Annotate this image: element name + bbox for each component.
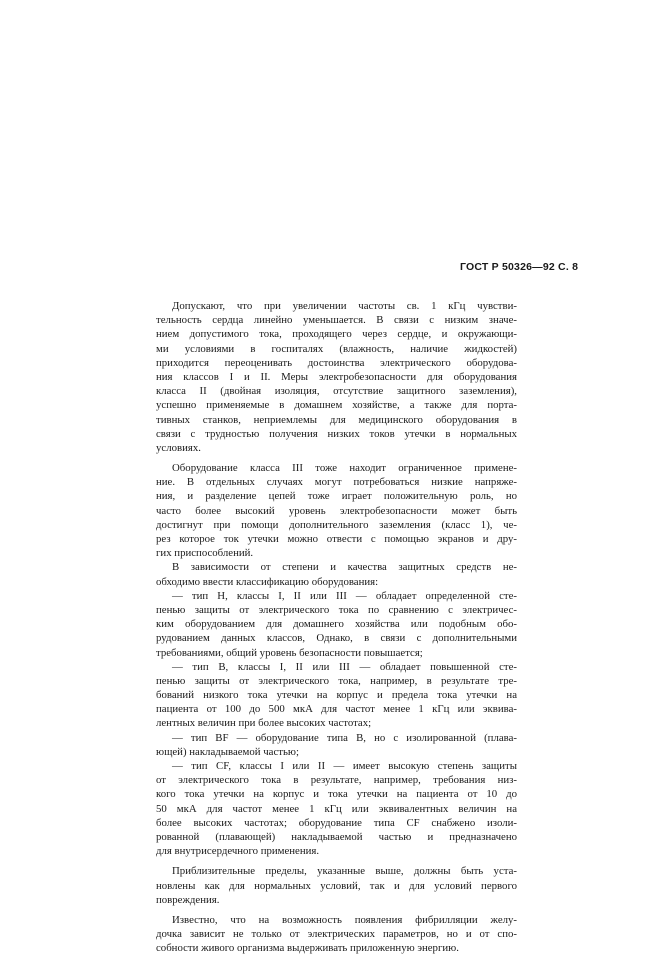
paragraph	[156, 864, 517, 907]
text-line: рез которое ток утечки можно отвести с помощью экранов и дру-	[156, 533, 517, 545]
text-line: требованиями, общий уровень безопасности повышается;	[156, 646, 423, 659]
text-line: ния, и разделение цепей тоже играет положительную роль, но	[156, 490, 517, 503]
text-line: пенью защиты от электрического тока по сравнению с электричес-	[156, 603, 517, 616]
paragraph	[156, 731, 517, 759]
text-line: тивных станков, неприемлемы для медицинского оборудования в	[156, 413, 517, 426]
text-line: пациента от 100 до 500 мкА для частот менее 1 кГц или эквива-	[156, 703, 517, 716]
text-line: — тип Н, классы I, II или III — обладает определенной сте-	[172, 589, 517, 602]
text-line: Оборудование класса III тоже находит ограниченное примене-	[172, 462, 517, 475]
text-line: рудованием данных классов, Однако, в связи с дополнительными	[156, 632, 517, 645]
text-line: новлены как для нормальных условий, так и для условий первого	[156, 879, 517, 892]
text-line: более высоких частотах; оборудование типа CF снабжено изоли-	[156, 816, 517, 829]
text-line: достигнут при помощи дополнительного заземления (класс 1), че-	[156, 518, 517, 531]
paragraph	[156, 560, 517, 588]
text-line: — тип BF — оборудование типа В, но с изолированной (плава-	[172, 731, 517, 744]
standard-header: ГОСТ Р 50326—92 С. 8	[460, 261, 579, 273]
text-line: приходится переоценивать достоинства электрического оборудова-	[156, 356, 517, 369]
text-line: нием допустимого тока, проходящего через сердце, и окружающи-	[156, 328, 517, 341]
text-line: ми условиями в госпиталях (влажность, наличие жидкостей)	[156, 342, 517, 355]
text-line: ким оборудованием для домашнего хозяйства или подобным обо-	[156, 618, 517, 631]
text-line: гих приспособлений.	[156, 547, 254, 560]
text-line: лентных величин при более высоких частотах;	[156, 717, 372, 730]
text-line: обходимо ввести классификацию оборудования:	[156, 575, 379, 588]
text-line: часто более высокий уровень электробезопасности может быть	[156, 504, 517, 517]
text-line: класса II (двойная изоляция, отсутствие защитного заземления),	[156, 385, 517, 398]
text-line: ние. В отдельных случаях могут потребоваться низкие напряже-	[156, 476, 517, 489]
text-line: Известно, что на возможность появления фибрилляции желу-	[172, 913, 517, 926]
text-line: успешно применяемые в домашнем хозяйстве, а также для порта-	[156, 399, 517, 412]
text-line: — тип В, классы I, II или III — обладает повышенной сте-	[172, 660, 517, 673]
body-text	[156, 299, 517, 955]
text-line: пенью защиты от электрического тока, например, в результате тре-	[156, 674, 517, 687]
text-line: Приблизительные пределы, указанные выше, должны быть уста-	[172, 865, 517, 878]
text-line: связи с трудностью получения низких токов утечки в нормальных	[156, 427, 517, 440]
text-line: рованной (плавающей) накладываемой частью и предназначено	[156, 830, 517, 843]
text-line: ющей) накладываемой частью;	[156, 745, 299, 758]
text-line: Допускают, что при увеличении частоты св. 1 кГц чувстви-	[172, 300, 517, 312]
paragraph	[156, 299, 517, 455]
paragraph	[156, 660, 517, 731]
paragraph	[156, 589, 517, 660]
paragraph	[156, 461, 517, 560]
text-line: условиях.	[156, 441, 201, 454]
text-line: — тип CF, классы I или II — имеет высокую степень защиты	[172, 760, 517, 772]
text-line: тельность сердца линейно уменьшается. В связи с низким значе-	[156, 314, 517, 327]
text-line: кого тока утечки на корпус и тока утечки на пациента от 10 до	[156, 788, 517, 801]
paragraph	[156, 913, 517, 955]
text-line: дочка зависит не только от электрических параметров, но и от спо-	[156, 928, 517, 941]
paragraph	[156, 759, 517, 858]
text-line: В зависимости от степени и качества защитных средств не-	[172, 561, 517, 574]
text-line: от электрического тока в результате, например, требования низ-	[156, 774, 517, 787]
text-line: ния классов I и II. Меры электробезопасности для оборудования	[156, 370, 517, 383]
text-line: повреждения.	[156, 893, 220, 906]
text-line: бований низкого тока утечки на корпус и предела тока утечки на	[156, 689, 517, 702]
text-line: собности живого организма выдерживать приложенную энергию.	[156, 942, 459, 955]
text-line: для внутрисердечного применения.	[156, 845, 320, 858]
text-line: 50 мкА для частот менее 1 кГц или эквивалентных величин на	[156, 802, 517, 815]
